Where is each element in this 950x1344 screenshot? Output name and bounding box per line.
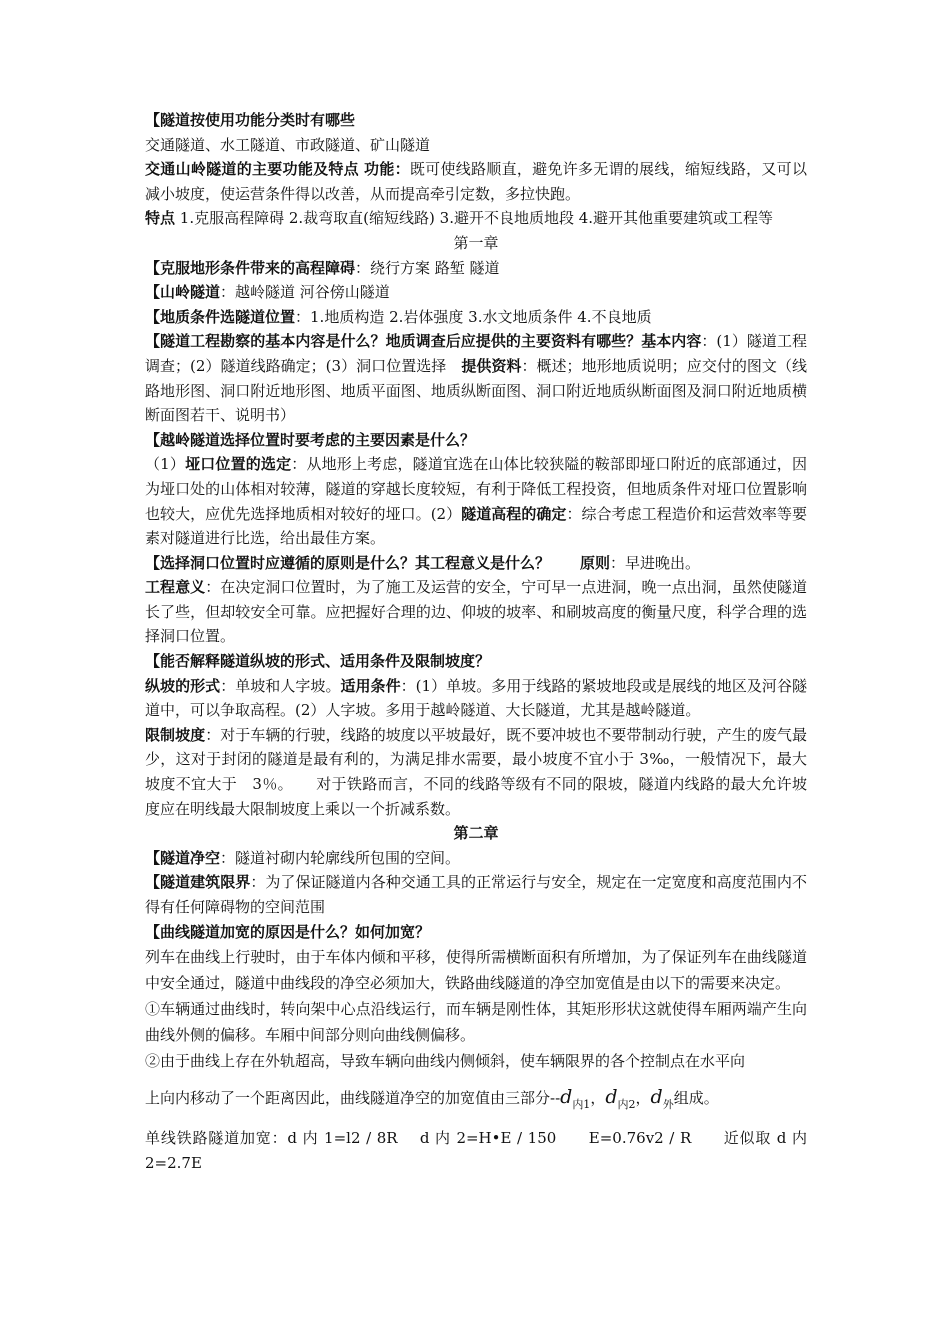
q1-answer: 交通隧道、水工隧道、市政隧道、矿山隧道 <box>145 135 431 154</box>
c2-item-3-heading: 【曲线隧道加宽的原因是什么？如何加宽？ <box>145 922 431 941</box>
q2-paragraph: 交通山岭隧道的主要功能及特点 功能：既可使线路顺直，避免许多无谓的展线，缩短线路，又可以减小坡度，使运营条件得以改善，从而提高牵引定数，多拉快跑。 <box>145 160 807 203</box>
chapter-2-title: 第二章 <box>453 824 499 843</box>
d-outer: $d_外$ <box>650 1086 674 1111</box>
c1-item-7-body: 纵坡的形式：单坡和人字坡。适用条件：(1）单坡。多用于线路的紧坡地段或是展线的地区及河谷隧道中，可以争取高程。(2）人字坡。多用于越岭隧道、大长隧道，尤其是越岭隧道。 <box>145 676 807 720</box>
c2-paragraph-1: 列车在曲线上行驶时，由于车体内倾和平移，使得所需横断面积有所增加，为了保证列车在曲线隧道中安全通过，隧道中曲线段的净空必须加大，铁路曲线隧道的净空加宽值是由以下的需要来决定。 <box>145 948 807 993</box>
c2-paragraph-2: ①车辆通过曲线时，转向架中心点沿线运行，而车辆是刚性体，其矩形形状这就使得车厢两端产生向曲线外侧的偏移。车厢中间部分则向曲线侧偏移。 <box>145 1000 807 1045</box>
c1-item-1: 【克服地形条件带来的高程障碍：绕行方案 路堑 隧道 <box>145 258 500 277</box>
q2-features: 特点 1.克服高程障碍 2.裁弯取直(缩短线路) 3.避开不良地质地段 4.避开其他重要建筑或工程等 <box>145 209 774 228</box>
d-inner-2: $d_{内2}$ <box>605 1086 636 1111</box>
c1-item-7-limit: 限制坡度：对于车辆的行驶，线路的坡度以平坡最好，既不要冲坡也不要带制动行驶，产生的废气最少，这对于封闭的隧道是最有利的，为满足排水需要，最小坡度不宜小于 3‰，一般情况下，最大坡度不宜大于 3％。 对于铁路而言，不同的线路等级有不同的限坡，隧道内线路的最大允许坡度应在明线最大限制坡度上乘以一个折减系数。 <box>145 725 807 818</box>
c2-item-1: 【隧道净空：隧道衬砌内轮廓线所包围的空间。 <box>145 848 461 867</box>
d-inner-1: $d_{内1}$ <box>560 1086 591 1111</box>
c1-item-5-heading: 【越岭隧道选择位置时要考虑的主要因素是什么？ <box>145 430 476 449</box>
c1-item-4: 【隧道工程勘察的基本内容是什么？地质调查后应提供的主要资料有哪些？基本内容：(1）隧道工程调查；(2）隧道线路确定；(3）洞口位置选择 提供资料：概述；地形地质说明；应交付的图文（线路地形图、洞口附近地形图、地质平面图、地质纵断面图、洞口附近地质纵断面图及洞口附近地质横断面图若干、说明书） <box>145 332 807 425</box>
c2-paragraph-4: 上向内移动了一个距离因此，曲线隧道净空的加宽值由三部分$--d_{内1}$，$d_{内2}$，$d_外$组成。 <box>145 1086 719 1111</box>
c2-paragraph-3: ②由于曲线上存在外轨超高，导致车辆向曲线内侧倾斜，使车辆限界的各个控制点在水平向 <box>145 1052 746 1071</box>
c2-item-2: 【隧道建筑限界：为了保证隧道内各种交通工具的正常运行与安全，规定在一定宽度和高度范围内不得有任何障碍物的空间范围 <box>145 873 807 916</box>
c1-item-2: 【山岭隧道：越岭隧道 河谷傍山隧道 <box>145 283 390 302</box>
c1-item-5-body: （1）垭口位置的选定：从地形上考虑，隧道宜选在山体比较狭隘的鞍部即垭口附近的底部通过，因为垭口处的山体相对较薄，隧道的穿越长度较短，有利于降低工程投资，但地质条件对垭口位置影响也较大，应优先选择地质相对较好的垭口。(2）隧道高程的确定：综合考虑工程造价和运营效率等要素对隧道进行比选，给出最佳方案。 <box>145 455 807 548</box>
document-page <box>145 108 807 1175</box>
c1-item-7-heading: 【能否解释隧道纵坡的形式、适用条件及限制坡度？ <box>145 652 491 671</box>
c1-item-6-body: 工程意义：在决定洞口位置时，为了施工及运营的安全，宁可早一点进洞，晚一点出洞，虽然使隧道长了些，但却较安全可靠。应把握好合理的边、仰坡的坡率、和刷坡高度的衡量尺度，科学合理的选择洞口位置。 <box>145 578 807 646</box>
chapter-1-title: 第一章 <box>453 233 499 252</box>
c1-item-6: 【选择洞口位置时应遵循的原则是什么？其工程意义是什么？ 原则：早进晚出。 <box>145 553 701 572</box>
c2-formula: 单线铁路隧道加宽：d 内 1=l2 / 8R d 内 2=H•E / 150 E=0.76v2 / R 近似取 d 内 2=2.7E <box>145 1128 807 1172</box>
c1-item-3: 【地质条件选隧道位置：1.地质构造 2.岩体强度 3.水文地质条件 4.不良地质 <box>145 307 652 326</box>
q1-heading: 【隧道按使用功能分类时有哪些 <box>145 111 356 129</box>
